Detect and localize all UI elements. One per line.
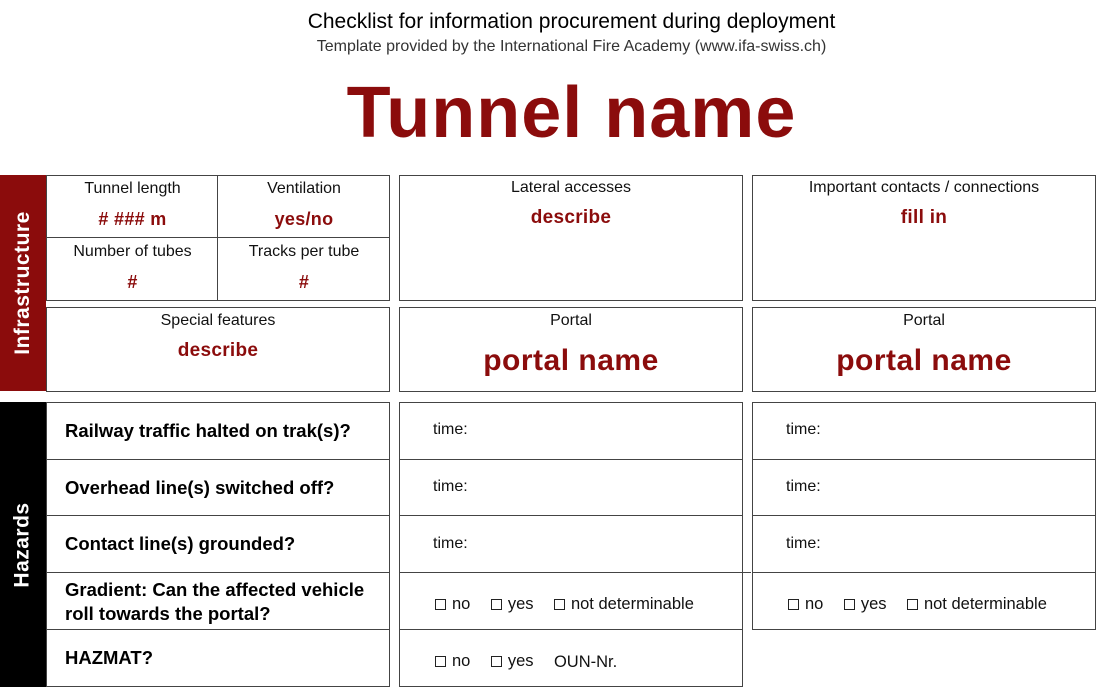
answer-row-divider xyxy=(399,515,743,516)
tunnel-length-label: Tunnel length xyxy=(84,180,181,197)
hazmat-oun-field[interactable]: OUN-Nr. xyxy=(553,653,618,671)
checkbox-icon[interactable] xyxy=(491,599,502,610)
document-title: Checklist for information procurement during deployment xyxy=(307,10,836,33)
question-hazmat: HAZMAT? xyxy=(65,647,154,668)
ventilation-label: Ventilation xyxy=(267,180,341,197)
portal-right-label: Portal xyxy=(903,312,945,329)
checkbox-icon[interactable] xyxy=(788,599,799,610)
answer-row-divider xyxy=(399,459,743,460)
question-row-divider xyxy=(46,459,390,460)
answer-row-divider xyxy=(752,515,1096,516)
checkbox-icon[interactable] xyxy=(491,656,502,667)
question-row-divider xyxy=(46,572,390,573)
question-row-divider xyxy=(46,515,390,516)
question-contact-line: Contact line(s) grounded? xyxy=(65,533,296,554)
special-features-value[interactable]: describe xyxy=(177,340,259,361)
question-row-divider xyxy=(46,629,390,630)
left-gradient-no-option[interactable]: no xyxy=(435,595,470,614)
checkbox-icon[interactable] xyxy=(435,656,446,667)
grid-divider-horizontal xyxy=(46,237,390,238)
right-gradient-not-determinable-option[interactable]: not determinable xyxy=(907,595,1047,614)
answer-row-divider xyxy=(399,629,743,630)
right-gradient-no-option[interactable]: no xyxy=(788,595,823,614)
tracks-per-tube-value[interactable]: # xyxy=(298,272,310,292)
infrastructure-label-text: Infrastructure xyxy=(11,211,34,355)
ventilation-value[interactable]: yes/no xyxy=(274,209,334,229)
tunnel-length-value[interactable]: # ### m xyxy=(98,209,167,229)
right-gradient-yes-option[interactable]: yes xyxy=(844,595,887,614)
number-of-tubes-value[interactable]: # xyxy=(127,272,138,292)
answer-row-divider xyxy=(752,459,1096,460)
hazards-section-label xyxy=(0,402,46,687)
infrastructure-section-label xyxy=(0,175,46,391)
tracks-per-tube-label: Tracks per tube xyxy=(248,243,360,260)
left-overhead-time-field[interactable]: time: xyxy=(433,478,468,495)
checkbox-icon[interactable] xyxy=(844,599,855,610)
answer-row-divider xyxy=(752,572,1096,573)
question-railway-traffic: Railway traffic halted on trak(s)? xyxy=(65,420,351,441)
grid-divider-vertical xyxy=(217,175,218,301)
left-traffic-time-field[interactable]: time: xyxy=(433,421,468,438)
hazmat-no-option[interactable]: no xyxy=(435,652,470,671)
checkbox-icon[interactable] xyxy=(554,599,565,610)
right-gradient-options xyxy=(788,595,1047,615)
special-features-label: Special features xyxy=(160,312,276,329)
portal-right-name[interactable]: portal name xyxy=(836,344,1012,377)
answer-row-divider xyxy=(399,572,751,573)
portal-left-name[interactable]: portal name xyxy=(483,344,659,377)
portal-left-label: Portal xyxy=(550,312,592,329)
checkbox-icon[interactable] xyxy=(907,599,918,610)
left-contact-time-field[interactable]: time: xyxy=(433,535,468,552)
question-gradient: Gradient: Can the affected vehicle roll towards the portal? xyxy=(65,579,365,624)
question-overhead-line: Overhead line(s) switched off? xyxy=(65,477,335,498)
lateral-accesses-label: Lateral accesses xyxy=(510,179,632,196)
right-overhead-time-field[interactable]: time: xyxy=(786,478,821,495)
document-subtitle: Template provided by the International Fire Academy (www.ifa-swiss.ch) xyxy=(316,38,827,55)
contacts-value[interactable]: fill in xyxy=(900,207,948,228)
contacts-label: Important contacts / connections xyxy=(808,179,1040,196)
checkbox-icon[interactable] xyxy=(435,599,446,610)
hazmat-options xyxy=(435,652,617,672)
left-gradient-options xyxy=(435,595,710,615)
tunnel-name-heading[interactable]: Tunnel name xyxy=(346,73,797,153)
right-contact-time-field[interactable]: time: xyxy=(786,535,821,552)
hazards-label-text: Hazards xyxy=(11,501,35,588)
hazmat-yes-option[interactable]: yes xyxy=(491,652,534,671)
number-of-tubes-label: Number of tubes xyxy=(73,243,192,260)
left-gradient-yes-option[interactable]: yes xyxy=(491,595,534,614)
right-traffic-time-field[interactable]: time: xyxy=(786,421,821,438)
lateral-accesses-value[interactable]: describe xyxy=(530,207,612,228)
left-gradient-not-determinable-option[interactable]: not determinable xyxy=(554,595,694,614)
